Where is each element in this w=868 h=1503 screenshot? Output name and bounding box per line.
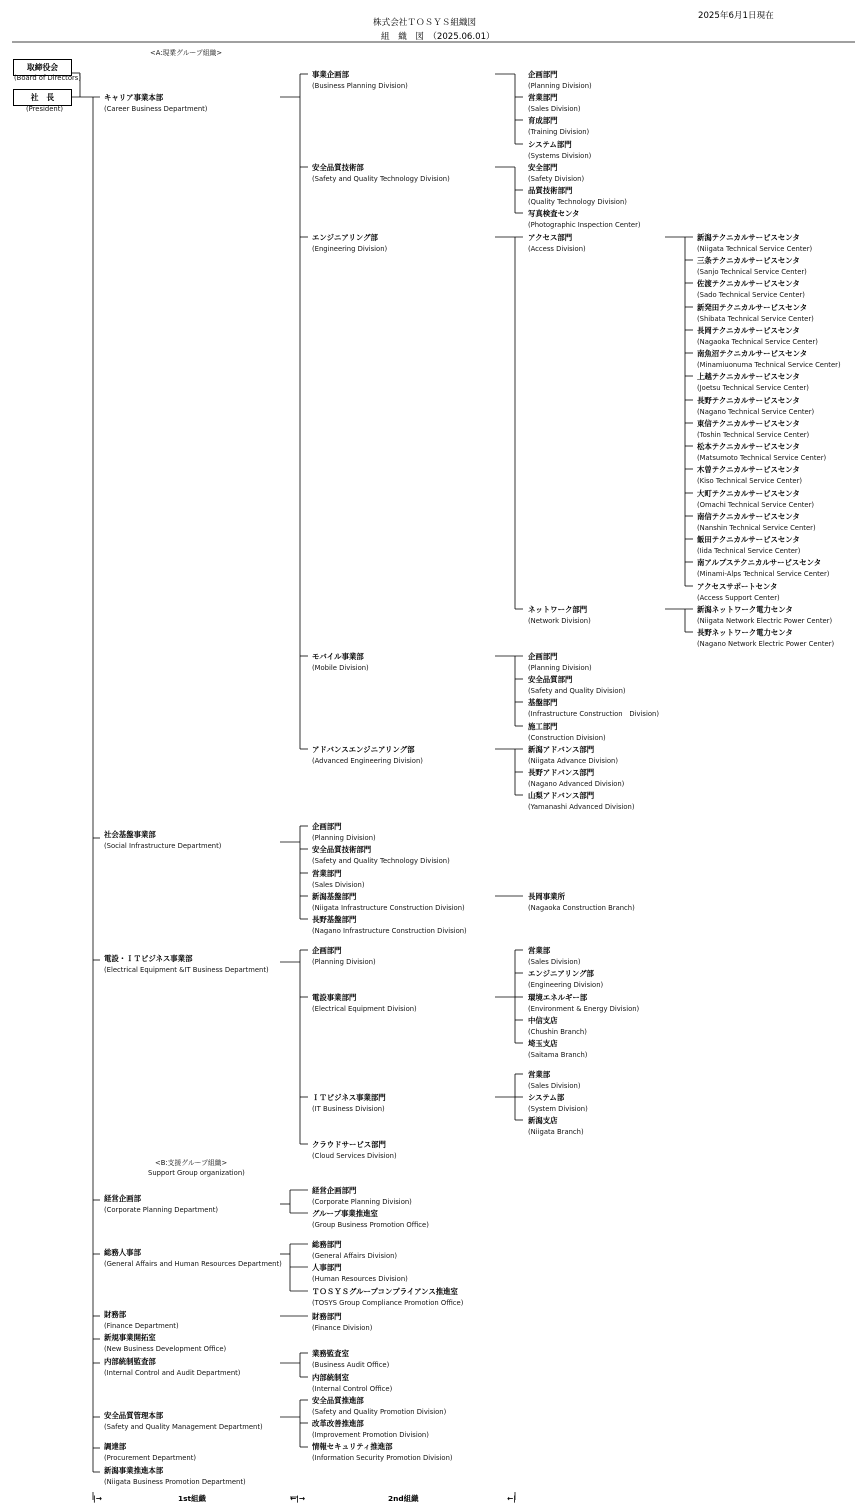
node-name-en: (Niigata Advance Division) <box>528 757 618 765</box>
node-name-ja: 長野ネットワーク電力センタ <box>697 628 793 637</box>
node-name-en: (Engineering Division) <box>528 981 604 989</box>
node-name-ja: 社会基盤事業部 <box>104 830 156 839</box>
president-label-en: (President) <box>26 105 64 113</box>
node-name-en: (Niigata Branch) <box>528 1128 584 1136</box>
node-name-en: (Career Business Department) <box>104 105 208 113</box>
node-name-en: (Matsumoto Technical Service Center) <box>697 454 827 462</box>
node-name-ja: キャリア事業本部 <box>104 93 164 102</box>
node-name-ja: 南魚沼テクニカルサービスセンタ <box>697 349 808 358</box>
node-name-en: (Niigata Business Promotion Department) <box>104 1478 246 1486</box>
node-name-ja: 調達部 <box>104 1442 127 1451</box>
node-name-ja: 山梨アドバンス部門 <box>528 791 595 800</box>
node-name-en: (Internal Control and Audit Department) <box>104 1369 241 1377</box>
node-name-en: (Corporate Planning Department) <box>104 1206 219 1214</box>
node-name-en: (Internal Control Office) <box>312 1385 393 1393</box>
node-name-en: (Nagaoka Technical Service Center) <box>697 338 818 346</box>
node-name-en: (New Business Development Office) <box>104 1345 227 1353</box>
node-name-ja: 電設・ＩＴビジネス事業部 <box>104 954 193 963</box>
node-name-en: (Joetsu Technical Service Center) <box>697 384 809 392</box>
node-name-ja: 改革改善推進部 <box>312 1419 364 1428</box>
node-name-en: (Systems Division) <box>528 152 592 160</box>
node-name-en: (Safety and Quality Technology Division) <box>312 175 450 183</box>
node-name-ja: 長野基盤部門 <box>312 915 357 924</box>
node-name-en: (Nagano Network Electric Power Center) <box>697 640 835 648</box>
node-name-ja: エンジニアリング部 <box>312 233 378 242</box>
node-name-ja: 大町テクニカルサービスセンタ <box>697 489 800 498</box>
node-name-ja: 経営企画部門 <box>312 1186 357 1195</box>
node-name-ja: 営業部門 <box>528 93 558 102</box>
node-name-ja: システム部 <box>528 1093 565 1102</box>
node-name-en: (Safety and Quality Management Department) <box>104 1423 263 1431</box>
group-a-label: <A:現業グループ組織> <box>150 49 223 57</box>
node-name-en: (Niigata Network Electric Power Center) <box>697 617 833 625</box>
node-name-en: (Finance Division) <box>312 1324 373 1332</box>
node-name-en: (General Affairs and Human Resources Department) <box>104 1260 282 1268</box>
node-name-en: (Safety Division) <box>528 175 585 183</box>
node-name-ja: 情報セキュリティ推進部 <box>312 1442 393 1451</box>
group-b-label-en: Support Group organization) <box>148 1169 245 1177</box>
node-name-en: (Toshin Technical Service Center) <box>697 431 810 439</box>
node-name-en: (Infrastructure Construction Division) <box>528 710 659 718</box>
node-name-en: (Yamanashi Advanced Division) <box>528 803 635 811</box>
node-name-ja: 新規事業開拓室 <box>104 1333 156 1342</box>
node-name-en: (Minamiuonuma Technical Service Center) <box>697 361 841 369</box>
node-name-ja: 環境エネルギー部 <box>528 993 588 1002</box>
node-name-en: (Group Business Promotion Office) <box>312 1221 429 1229</box>
node-name-en: (Human Resources Division) <box>312 1275 408 1283</box>
node-name-en: (Sanjo Technical Service Center) <box>697 268 807 276</box>
node-name-en: (System Division) <box>528 1105 588 1113</box>
company-title: 株式会社ＴＯＳＹＳ組織図 <box>373 18 477 28</box>
node-name-ja: アクセス部門 <box>528 233 573 242</box>
node-name-ja: アドバンスエンジニアリング部 <box>312 745 415 754</box>
node-name-ja: 新潟事業推進本部 <box>104 1466 164 1475</box>
node-name-ja: 企画部門 <box>312 946 342 955</box>
node-name-en: (Niigata Technical Service Center) <box>697 245 813 253</box>
node-name-en: (Sado Technical Service Center) <box>697 291 805 299</box>
node-name-en: (Saitama Branch) <box>528 1051 588 1059</box>
node-name-en: (Cloud Services Division) <box>312 1152 397 1160</box>
node-name-en: (Access Division) <box>528 245 586 253</box>
node-name-ja: 施工部門 <box>528 722 558 731</box>
node-name-ja: 財務部 <box>104 1310 127 1319</box>
node-name-ja: 新潟テクニカルサービスセンタ <box>697 233 800 242</box>
node-name-en: (Electrical Equipment Division) <box>312 1005 417 1013</box>
node-name-ja: 長野アドバンス部門 <box>528 768 595 777</box>
node-name-en: (Nagano Technical Service Center) <box>697 408 815 416</box>
node-name-ja: 人事部門 <box>312 1263 342 1272</box>
president-label: 社 長 <box>30 93 55 102</box>
footer-arrow: ←| <box>507 1494 516 1503</box>
node-name-en: (Advanced Engineering Division) <box>312 757 423 765</box>
node-name-ja: 新発田テクニカルサービスセンタ <box>697 303 808 312</box>
node-name-en: (Omachi Technical Service Center) <box>697 501 815 509</box>
node-name-ja: グループ事業推進室 <box>312 1209 378 1218</box>
node-name-ja: 企画部門 <box>528 70 558 79</box>
node-name-ja: 新潟基盤部門 <box>312 892 357 901</box>
node-name-en: (Network Division) <box>528 617 591 625</box>
node-name-en: (Nagano Infrastructure Construction Division) <box>312 927 467 935</box>
node-name-en: (Sales Division) <box>312 881 365 889</box>
node-name-ja: 飯田テクニカルサービスセンタ <box>697 535 800 544</box>
node-name-en: (Sales Division) <box>528 105 581 113</box>
node-name-ja: 企画部門 <box>312 822 342 831</box>
node-name-ja: 経営企画部 <box>104 1194 141 1203</box>
node-name-en: (Training Division) <box>528 128 590 136</box>
node-name-ja: 三条テクニカルサービスセンタ <box>697 256 800 265</box>
node-name-en: (Niigata Infrastructure Construction Division) <box>312 904 465 912</box>
node-name-en: (TOSYS Group Compliance Promotion Office) <box>312 1299 464 1307</box>
node-name-ja: 品質技術部門 <box>528 186 573 195</box>
node-name-ja: エンジニアリング部 <box>528 969 594 978</box>
node-name-en: (Nagaoka Construction Branch) <box>528 904 635 912</box>
node-name-ja: 営業部門 <box>312 869 342 878</box>
node-name-en: (Corporate Planning Division) <box>312 1198 412 1206</box>
node-name-ja: 長岡事業所 <box>528 892 565 901</box>
node-name-ja: 新潟支店 <box>528 1116 558 1125</box>
footer-arrow: |→ <box>93 1494 102 1503</box>
footer-arrow: ←|→ <box>290 1494 306 1503</box>
node-name-ja: 企画部門 <box>528 652 558 661</box>
node-name-ja: 写真検査センタ <box>528 209 580 218</box>
node-name-en: (Iida Technical Service Center) <box>697 547 801 555</box>
node-name-ja: 営業部 <box>528 946 551 955</box>
node-name-ja: 南アルプステクニカルサービスセンタ <box>697 558 822 567</box>
node-name-en: (Access Support Center) <box>697 594 780 602</box>
node-name-ja: 安全品質推進部 <box>312 1396 364 1405</box>
node-name-en: (Sales Division) <box>528 958 581 966</box>
node-name-ja: クラウドサービス部門 <box>312 1140 386 1149</box>
node-name-ja: ネットワーク部門 <box>528 605 588 614</box>
node-name-en: (Safety and Quality Division) <box>528 687 626 695</box>
node-name-ja: 内部統制監査部 <box>104 1357 156 1366</box>
node-name-en: (Nagano Advanced Division) <box>528 780 625 788</box>
footer-first-level: 1st組織 <box>178 1494 206 1503</box>
node-name-en: (Planning Division) <box>312 834 376 842</box>
node-name-ja: システム部門 <box>528 140 572 149</box>
node-name-en: (Sales Division) <box>528 1082 581 1090</box>
node-name-ja: 安全品質技術部 <box>312 163 364 172</box>
footer-second-level: 2nd組織 <box>388 1494 419 1503</box>
node-name-en: (Planning Division) <box>528 82 592 90</box>
node-name-ja: 営業部 <box>528 1070 551 1079</box>
node-name-ja: ＩＴビジネス事業部門 <box>312 1093 386 1102</box>
node-name-en: (Nanshin Technical Service Center) <box>697 524 816 532</box>
node-name-ja: アクセスサポートセンタ <box>697 582 778 591</box>
node-name-en: (General Affairs Division) <box>312 1252 398 1260</box>
node-name-ja: 安全品質技術部門 <box>312 845 372 854</box>
node-name-en: (Business Planning Division) <box>312 82 408 90</box>
node-name-ja: 安全品質部門 <box>528 675 573 684</box>
node-name-ja: 事業企画部 <box>312 70 349 79</box>
node-name-ja: 上越テクニカルサービスセンタ <box>697 372 800 381</box>
chart-title: 組 織 図 （2025.06.01） <box>381 32 495 42</box>
node-name-en: (Minami-Alps Technical Service Center) <box>697 570 830 578</box>
node-name-ja: 電設事業部門 <box>312 993 357 1002</box>
node-name-en: (Electrical Equipment &IT Business Department) <box>104 966 269 974</box>
node-name-en: (Mobile Division) <box>312 664 369 672</box>
node-name-en: (IT Business Division) <box>312 1105 385 1113</box>
node-name-ja: 中信支店 <box>528 1016 558 1025</box>
node-name-ja: 総務人事部 <box>104 1248 141 1257</box>
node-name-ja: 長岡テクニカルサービスセンタ <box>697 326 800 335</box>
board-label: 取締役会 <box>26 63 59 72</box>
node-name-en: (Improvement Promotion Division) <box>312 1431 429 1439</box>
node-name-ja: モバイル事業部 <box>312 652 364 661</box>
node-name-ja: 育成部門 <box>528 116 558 125</box>
node-name-ja: 基盤部門 <box>528 698 558 707</box>
board-label-en: (Board of Directors) <box>14 74 81 82</box>
node-name-en: (Photographic Inspection Center) <box>528 221 641 229</box>
president-box <box>13 89 72 106</box>
node-name-en: (Social Infrastructure Department) <box>104 842 222 850</box>
node-name-ja: 安全部門 <box>528 163 558 172</box>
node-name-en: (Safety and Quality Promotion Division) <box>312 1408 447 1416</box>
node-name-ja: 長野テクニカルサービスセンタ <box>697 396 800 405</box>
node-name-en: (Environment & Energy Division) <box>528 1005 640 1013</box>
node-name-ja: 東信テクニカルサービスセンタ <box>697 419 800 428</box>
node-name-en: (Safety and Quality Technology Division) <box>312 857 450 865</box>
node-name-en: (Information Security Promotion Division) <box>312 1454 453 1462</box>
node-name-ja: 業務監査室 <box>312 1349 349 1358</box>
node-name-ja: 新潟アドバンス部門 <box>528 745 595 754</box>
node-name-en: (Construction Division) <box>528 734 606 742</box>
node-name-ja: 財務部門 <box>312 1312 342 1321</box>
node-name-en: (Business Audit Office) <box>312 1361 390 1369</box>
node-name-ja: 松本テクニカルサービスセンタ <box>697 442 800 451</box>
node-name-en: (Engineering Division) <box>312 245 388 253</box>
group-b-label: <B:支援グループ組織> <box>155 1159 228 1167</box>
node-name-ja: 総務部門 <box>312 1240 342 1249</box>
node-name-ja: 新潟ネットワーク電力センタ <box>697 605 793 614</box>
node-name-ja: 安全品質管理本部 <box>104 1411 164 1420</box>
node-name-ja: 木曽テクニカルサービスセンタ <box>697 465 800 474</box>
node-name-en: (Finance Department) <box>104 1322 179 1330</box>
node-name-en: (Quality Technology Division) <box>528 198 627 206</box>
node-name-ja: 南信テクニカルサービスセンタ <box>697 512 800 521</box>
node-name-en: (Shibata Technical Service Center) <box>697 315 814 323</box>
node-name-ja: ＴＯＳＹＳグループコンプライアンス推進室 <box>312 1287 458 1296</box>
node-name-ja: 埼玉支店 <box>528 1039 558 1048</box>
node-name-en: (Planning Division) <box>312 958 376 966</box>
node-name-en: (Kiso Technical Service Center) <box>697 477 803 485</box>
node-name-en: (Planning Division) <box>528 664 592 672</box>
as-of-date: 2025年6月1日現在 <box>698 11 774 21</box>
node-name-ja: 佐渡テクニカルサービスセンタ <box>697 279 800 288</box>
node-name-ja: 内部統制室 <box>312 1373 349 1382</box>
node-name-en: (Chushin Branch) <box>528 1028 587 1036</box>
node-name-en: (Procurement Department) <box>104 1454 197 1462</box>
